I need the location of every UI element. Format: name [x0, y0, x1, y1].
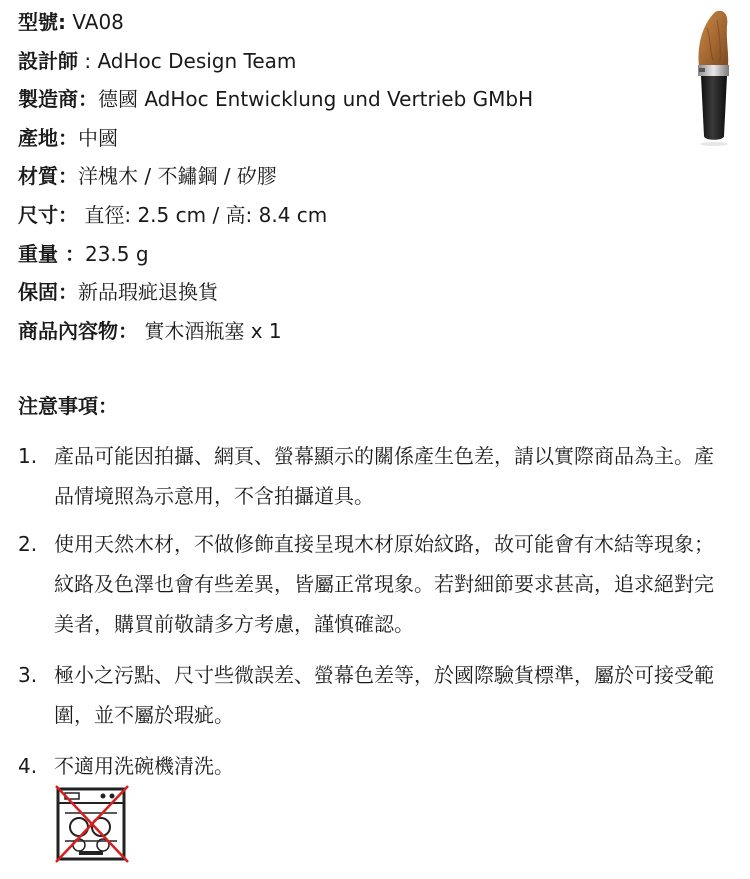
spec-value: 直徑: 2.5 cm / 高: 8.4 cm — [78, 202, 328, 227]
spec-contents — [18, 315, 678, 354]
spec-value: 實木酒瓶塞 x 1 — [138, 318, 282, 343]
wine-stopper-photo — [693, 8, 733, 148]
note-item — [18, 655, 718, 735]
note-text: 使用天然木材，不做修飾直接呈現木材原始紋路，故可能會有木結等現象；紋路及色澤也會有些差異，皆屬正常現象。若對細節要求甚高，追求絕對完美者，購買前敬請多方考慮，謹慎確認。 — [54, 532, 714, 636]
spec-label: 產地： — [18, 125, 78, 150]
note-number: 4. — [18, 754, 38, 778]
spec-size — [18, 199, 678, 238]
note-text: 不適用洗碗機清洗。 — [54, 754, 234, 778]
spec-list — [18, 6, 678, 353]
spec-label: 製造商： — [18, 87, 98, 112]
note-text: 極小之污點、尺寸些微誤差、螢幕色差等，於國際驗貨標準，屬於可接受範圍，並不屬於瑕疵。 — [54, 663, 714, 727]
note-number: 3. — [18, 663, 38, 687]
note-item — [18, 524, 718, 644]
spec-warranty — [18, 276, 678, 315]
note-number: 1. — [18, 444, 38, 468]
no-dishwasher-icon — [53, 783, 131, 865]
spec-label: 設計師 — [18, 48, 78, 73]
spec-value: 洋槐木 / 不鏽鋼 / 矽膠 — [78, 164, 277, 189]
note-item — [18, 746, 718, 786]
spec-value: : AdHoc Design Team — [78, 48, 297, 73]
spec-value: 中國 — [78, 125, 118, 150]
note-number: 2. — [18, 532, 38, 556]
spec-value: VA08 — [66, 10, 124, 34]
spec-value: 德國 AdHoc Entwicklung und Vertrieb GMbH — [98, 87, 534, 112]
wine-stopper-icon — [693, 8, 733, 148]
spec-label: 商品內容物： — [18, 318, 138, 343]
spec-label: 尺寸： — [18, 202, 78, 227]
notes-title: 注意事項： — [18, 394, 118, 418]
spec-label: 型號: — [18, 10, 66, 34]
spec-weight — [18, 238, 678, 277]
spec-label: 保固： — [18, 280, 78, 305]
spec-value: 新品瑕疵退換貨 — [78, 280, 218, 305]
spec-material — [18, 160, 678, 199]
spec-label: 材質： — [18, 164, 78, 189]
spec-manufacturer — [18, 83, 678, 122]
spec-designer — [18, 45, 678, 84]
note-text: 產品可能因拍攝、網頁、螢幕顯示的關係產生色差，請以實際商品為主。產品情境照為示意用，不含拍攝道具。 — [54, 444, 714, 508]
spec-model — [18, 6, 678, 45]
note-item — [18, 436, 718, 516]
spec-value: 23.5 g — [84, 241, 149, 266]
spec-label: 重量 ： — [18, 241, 85, 266]
spec-origin — [18, 122, 678, 161]
